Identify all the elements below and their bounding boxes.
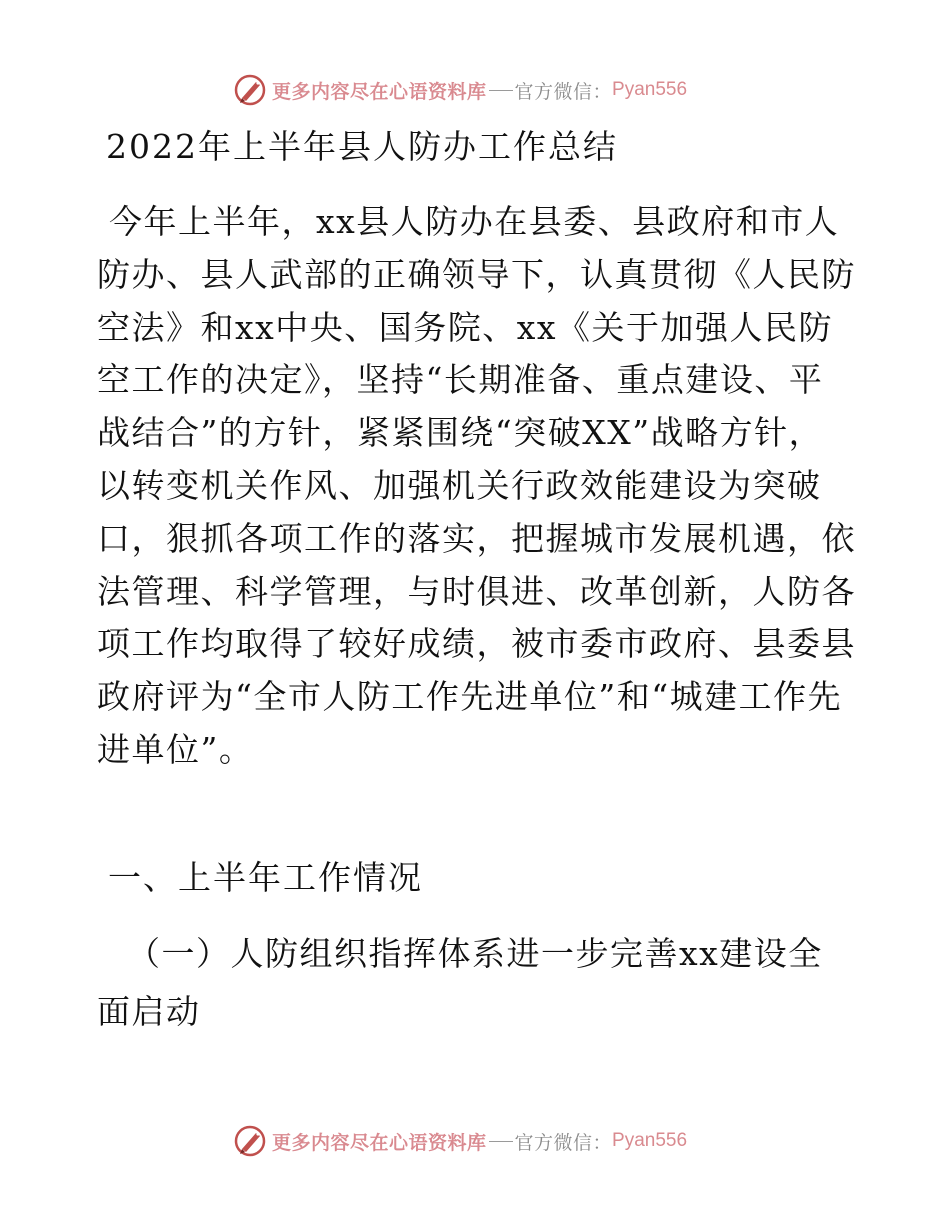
watermark-wechat-id: Pyan556 bbox=[612, 79, 688, 100]
watermark-footer bbox=[232, 1121, 752, 1161]
watermark-wechat-id: Pyan556 bbox=[612, 1130, 688, 1151]
pen-logo-icon bbox=[232, 72, 268, 108]
watermark-dash bbox=[489, 90, 513, 91]
watermark-official-label: 官方微信： bbox=[514, 80, 613, 103]
watermark-main-text: 更多内容尽在心语资料库 bbox=[272, 80, 487, 103]
watermark-official-label: 官方微信： bbox=[514, 1131, 613, 1154]
watermark-header bbox=[232, 70, 752, 110]
intro-paragraph: 今年上半年，xx县人防办在县委、县政府和市人防办、县人武部的正确领导下，认真贯彻《人民防空法》和xx中央、国务院、xx《关于加强人民防空工作的决定》，坚持“长期准备、重点建设、平战结合”的方针，紧紧围绕“突破XX”战略方针，以转变机关作风、加强机关行政效能建设为突破口，狠抓各项工作的落实，把握城市发展机遇，依法管理、科学管理，与时俱进、改革创新，人防各项工作均取得了较好成绩，被市委市政府、县委县政府评为“全市人防工作先进单位”和“城建工作先进单位”。 bbox=[97, 202, 856, 769]
subsection-heading: （一）人防组织指挥体系进一步完善xx建设全面启动 bbox=[97, 934, 823, 1031]
watermark-main-text: 更多内容尽在心语资料库 bbox=[272, 1131, 487, 1154]
pen-logo-icon bbox=[232, 1123, 268, 1159]
section-heading: 一、上半年工作情况 bbox=[108, 858, 423, 897]
document-title: 2022年上半年县人防办工作总结 bbox=[106, 127, 618, 166]
watermark-dash bbox=[489, 1141, 513, 1142]
